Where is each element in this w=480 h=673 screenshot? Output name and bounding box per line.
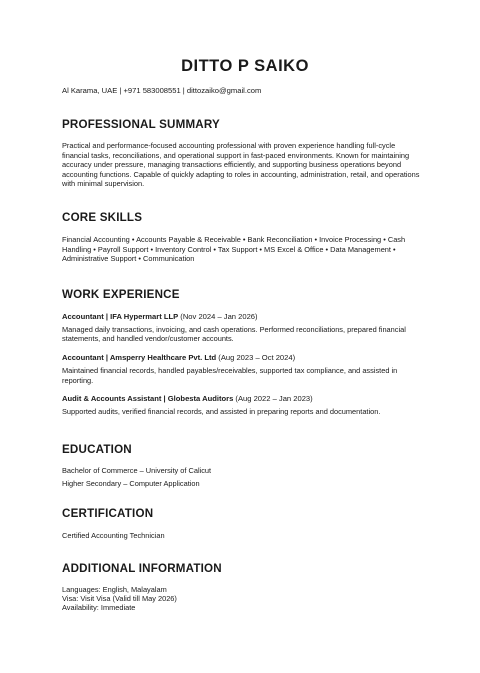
job-dates: (Aug 2023 – Oct 2024) bbox=[216, 352, 296, 362]
section-title-summary: PROFESSIONAL SUMMARY bbox=[62, 118, 220, 131]
job-entry bbox=[62, 394, 422, 417]
job-role: Accountant | Amsperry Healthcare Pvt. Ltd bbox=[62, 352, 217, 362]
education-item: Bachelor of Commerce – University of Calicut bbox=[62, 465, 212, 475]
section-title-certification: CERTIFICATION bbox=[62, 506, 154, 520]
section-title-skills: CORE SKILLS bbox=[62, 210, 143, 224]
section-title-additional: ADDITIONAL INFORMATION bbox=[62, 561, 222, 575]
education-list bbox=[62, 466, 422, 489]
job-dates: (Nov 2024 – Jan 2026) bbox=[178, 311, 258, 321]
resume-page bbox=[62, 56, 422, 613]
additional-item: Languages: English, Malayalam bbox=[62, 584, 167, 594]
job-dates: (Aug 2022 – Jan 2023) bbox=[233, 394, 313, 404]
certification-text: Certified Accounting Technician bbox=[62, 530, 165, 540]
job-description: Maintained financial records, handled payables/receivables, supported tax compliance, and assisted in reporting. bbox=[62, 365, 398, 385]
additional-item: Availability: Immediate bbox=[62, 603, 136, 613]
job-role: Accountant | IFA Hypermart LLP bbox=[62, 311, 179, 321]
job-entry bbox=[62, 353, 422, 385]
job-description: Managed daily transactions, invoicing, and cash operations. Performed reconciliations, prepared financial statements, and handled vendor/customer accounts. bbox=[62, 324, 406, 344]
job-heading bbox=[62, 312, 422, 322]
section-title-education: EDUCATION bbox=[62, 442, 132, 456]
section-title-work: WORK EXPERIENCE bbox=[62, 287, 180, 301]
education-item: Higher Secondary – Computer Application bbox=[62, 479, 200, 489]
additional-item: Visa: Visit Visa (Valid till May 2026) bbox=[62, 593, 177, 603]
work-list bbox=[62, 312, 422, 417]
job-entry bbox=[62, 312, 422, 344]
job-heading bbox=[62, 394, 422, 404]
additional-list bbox=[62, 585, 422, 613]
job-role: Audit & Accounts Assistant | Globesta Auditors bbox=[62, 394, 234, 404]
candidate-name: DITTO P SAIKO bbox=[181, 57, 309, 75]
skills-text: Financial Accounting • Accounts Payable & Receivable • Bank Reconciliation • Invoice Processing • Cash Handling • Payroll Support • Inventory Control • Tax Support • MS Excel & Office • Data Management • Administrative Support • Communication bbox=[62, 234, 406, 264]
contact-line: Al Karama, UAE | +971 583008551 | dittozaiko@gmail.com bbox=[62, 86, 262, 95]
job-heading bbox=[62, 353, 422, 363]
job-description: Supported audits, verified financial records, and assisted in preparing reports and documentation. bbox=[62, 407, 381, 417]
summary-text: Practical and performance-focused accounting professional with proven experience handling full-cycle financial tasks, reconciliations, and operational support in fast-paced environments. Known for maintaining accuracy under pressure, managing transactions efficiently, and supporting business operations beyond accounting functions. Capable of quickly adapting to roles in accounting, administration, retail, and operations with minimal supervision. bbox=[62, 141, 420, 189]
